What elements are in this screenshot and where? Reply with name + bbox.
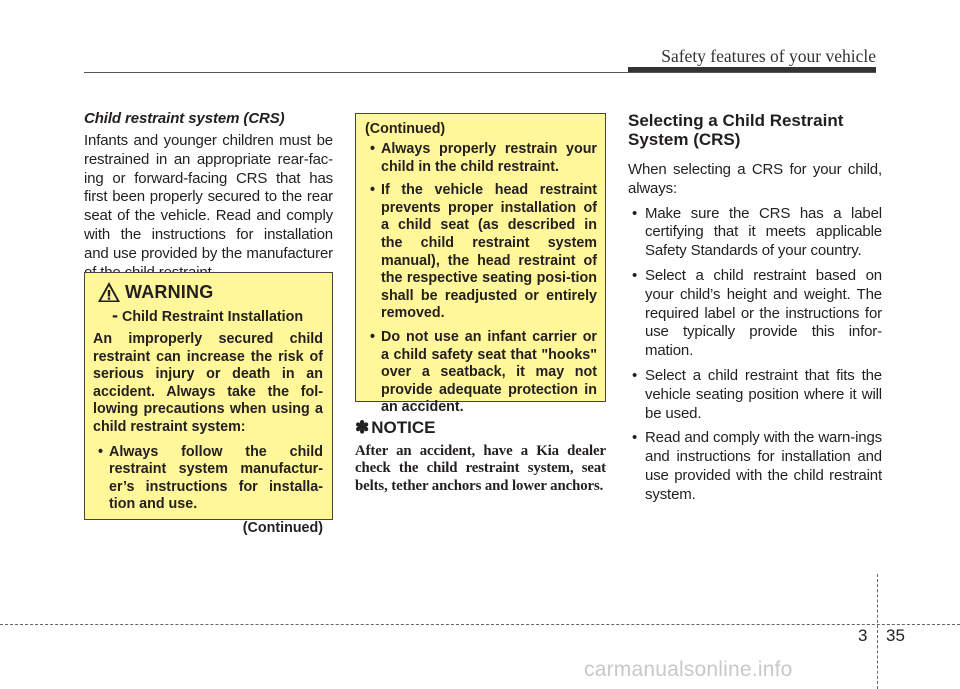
header-rule bbox=[84, 72, 876, 73]
running-header-title: Safety features of your vehicle bbox=[661, 46, 876, 66]
warning-label: WARNING bbox=[125, 281, 214, 302]
section-heading-crs: Child restraint system (CRS) bbox=[84, 110, 285, 127]
selecting-intro: When selecting a CRS for your child, always: bbox=[628, 161, 882, 197]
warning-continued-marker: (Continued) bbox=[242, 519, 323, 536]
warning-subtitle: Child Restraint Installation bbox=[122, 309, 304, 325]
footer-rule bbox=[0, 624, 960, 625]
warning-header bbox=[97, 281, 323, 303]
section-heading-selecting-crs: Selecting a Child Restraint System (CRS) bbox=[628, 111, 844, 149]
footer-divider bbox=[877, 574, 878, 689]
continued-label: (Continued) bbox=[365, 121, 446, 137]
selecting-list-item: • Select a child restraint based on your child’s height and weight. The required label or the instructions for use typically provide this infor-mation. bbox=[632, 266, 882, 360]
selecting-list-item: • Select a child restraint that fits the vehicle seating position where it will be used. bbox=[632, 366, 882, 422]
notice-star-icon: ✽ bbox=[355, 418, 370, 437]
selecting-list-item: • Read and comply with the warn-ings and instructions for installation and use provided with the child restraint system. bbox=[632, 429, 882, 503]
crs-intro-paragraph: Infants and younger children must be restrained in an appropriate rear-fac-ing or forward-facing CRS that has first been properly secured to the rear seat of the vehicle. Read and comply with the instructions for installation and use provided by the manufacturer bbox=[84, 132, 333, 262]
selecting-list bbox=[628, 205, 882, 505]
notice-heading bbox=[355, 418, 606, 438]
selecting-list-item: • Make sure the CRS has a label certifying that it meets applicable Safety Standards of your country. bbox=[632, 204, 882, 260]
notice-title: NOTICE bbox=[371, 418, 436, 437]
warning-body: An improperly secured child restraint can increase the risk of serious injury or death in an accident. Always take the fol-lowing precautions when using a child restraint system: bbox=[93, 331, 323, 435]
warning-subtitle-row: - Child Restraint Installation bbox=[112, 305, 304, 325]
continued-list-item: • Do not use an infant carrier or a child safety seat that "hooks" over a seatback, it may not provide adequate protection in an accident. bbox=[370, 328, 597, 416]
warning-list bbox=[93, 444, 323, 514]
chapter-number: 3 bbox=[858, 626, 868, 645]
warning-box bbox=[84, 272, 333, 536]
warning-list-item: • Always follow the child restraint system manufactur-er’s instructions for installa-tion and use. bbox=[98, 443, 323, 513]
page-number: 35 bbox=[886, 626, 905, 645]
continued-list bbox=[365, 141, 597, 417]
column-left bbox=[84, 110, 333, 282]
continued-warning-box bbox=[355, 113, 606, 416]
column-right bbox=[628, 108, 882, 511]
notice-block bbox=[355, 418, 606, 495]
continued-list-item: • If the vehicle head restraint prevents proper installation of a child seat (as described in the child restraint system manual), the head restraint of the respective seating posi-tion shall be readjusted or entirely removed. bbox=[370, 182, 597, 322]
continued-list-item: • Always properly restrain your child in the child restraint. bbox=[370, 141, 597, 175]
watermark: carmanualsonline.info bbox=[584, 658, 793, 681]
notice-text: After an accident, have a Kia dealer check the child restraint system, seat belts, tether anchors and lower anchors. bbox=[355, 443, 606, 494]
warning-triangle-icon bbox=[97, 281, 121, 303]
